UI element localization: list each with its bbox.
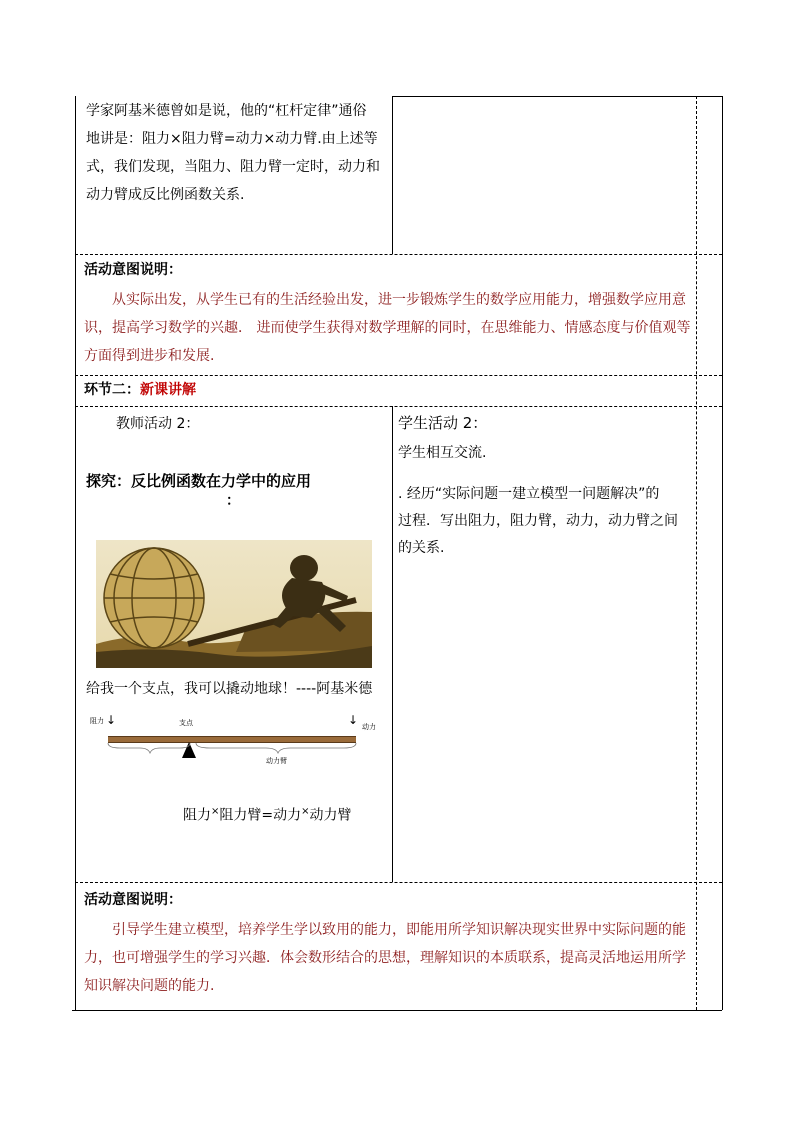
archimedes-quote: 给我一个支点，我可以撬动地球！----阿基米德 [86, 681, 373, 697]
effort-arm-label: 动力臂 [266, 757, 287, 765]
row-separator-2 [75, 375, 722, 376]
text-line: . 经历“实际问题一建立模型一问题解决”的 [398, 486, 660, 502]
section-heading [84, 377, 196, 403]
student-line-1: 学生相互交流. [398, 445, 487, 461]
text-line: 过程．写出阻力，阻力臂，动力，动力臂之间 [398, 513, 678, 529]
formula-term: 动力臂 [309, 807, 352, 824]
teacher-activity-heading: 教师活动 2： [116, 416, 200, 432]
archimedes-lever-image [96, 540, 372, 668]
section-prefix: 环节二： [84, 382, 140, 398]
text-line: 动力臂成反比例函数关系. [86, 187, 245, 203]
formula-term: 阻力 [183, 807, 211, 824]
row-separator-4 [75, 882, 722, 883]
effort-arrow-icon: ↓ [348, 713, 359, 727]
bottom-border [72, 1010, 722, 1011]
student-paragraph [398, 481, 694, 562]
formula-times: × [301, 806, 310, 817]
top-left-text-block [86, 97, 386, 209]
top-border-right [392, 96, 722, 97]
resistance-arrow-icon: ↓ [106, 713, 117, 727]
table-border-right [722, 96, 723, 1010]
lever-diagram [86, 712, 386, 776]
text-line: 知识解决问题的能力. [84, 978, 215, 994]
text-line: 识，提高学习数学的兴趣． 进而使学生获得对数学理解的同时，在思维能力、情感态度与价值观等 [84, 320, 691, 336]
explore-title: 探究：反比例函数在力学中的应用 [86, 472, 312, 490]
table-border-left [75, 96, 76, 1010]
text-line: 力，也可增强学生的学习兴趣．体会数形结合的思想，理解知识的本质联系，提高灵活地运用所学 [84, 950, 686, 966]
fulcrum-label: 支点 [179, 719, 193, 727]
row-separator-3 [75, 406, 722, 407]
column-divider-top [392, 96, 393, 254]
text-line: 方面得到进步和发展. [84, 348, 215, 364]
resistance-label: 阻力 [90, 717, 104, 725]
section-title: 新课讲解 [140, 382, 196, 398]
intent-heading-2: 活动意图说明： [84, 892, 182, 908]
text-line: 式，我们发现，当阻力、阻力臂一定时，动力和 [86, 159, 380, 175]
student-activity-heading: 学生活动 2： [398, 414, 488, 432]
text-line: 地讲是：阻力×阻力臂=动力×动力臂.由上述等 [86, 131, 378, 147]
intent-paragraph-2 [84, 916, 696, 1000]
intent-heading-1: 活动意图说明： [84, 262, 182, 278]
globe-shape [104, 548, 204, 648]
intent-paragraph-1 [84, 286, 696, 370]
text-line: 的关系. [398, 540, 445, 556]
arm-braces [106, 742, 360, 758]
column-divider-middle [392, 406, 393, 882]
text-line: 从实际出发，从学生已有的生活经验出发，进一步锻炼学生的数学应用能力，增强数学应用意 [112, 292, 686, 308]
text-line: 学家阿基米德曾如是说，他的“杠杆定律”通俗 [86, 103, 367, 119]
table-inner-right-border [696, 96, 697, 1010]
explore-colon: ： [226, 493, 240, 509]
effort-label: 动力 [362, 723, 376, 731]
formula-term: 阻力臂=动力 [219, 807, 302, 824]
lever-formula [183, 800, 352, 828]
text-line: 引导学生建立模型，培养学生学以致用的能力，即能用所学知识解决现实世界中实际问题的能 [112, 922, 686, 938]
row-separator-1 [75, 254, 722, 255]
formula-times: × [211, 806, 220, 817]
